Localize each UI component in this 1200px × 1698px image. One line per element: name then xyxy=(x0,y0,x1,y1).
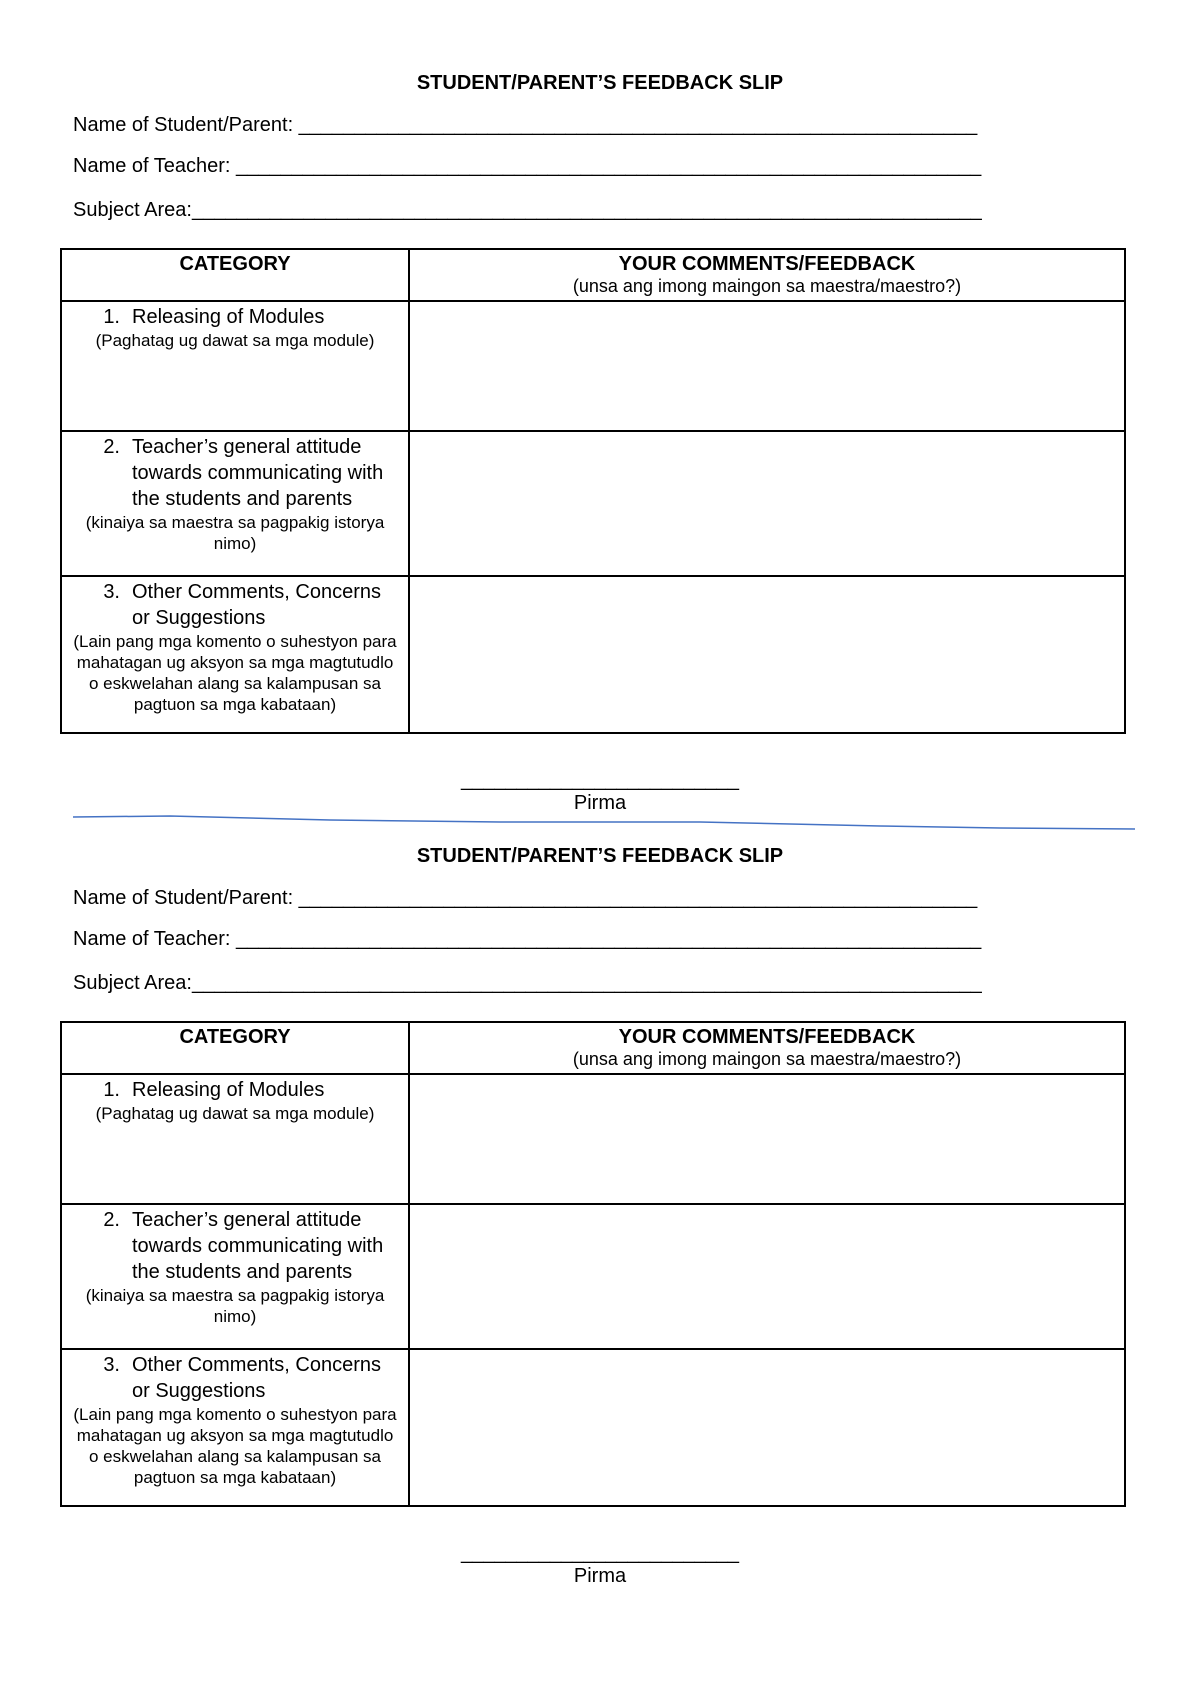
category-translation: (kinaiya sa maestra sa pagpakig istorya nimo) xyxy=(85,513,385,553)
category-translation: (Paghatag ug dawat sa mga module) xyxy=(95,1104,375,1123)
comment-cell[interactable] xyxy=(409,1204,1125,1349)
student-parent-name-field[interactable]: Name of Student/Parent: _____________________________________________________________ xyxy=(73,887,978,909)
category-translation: (Lain pang mga komento o suhestyon para mahatagan ug aksyon sa mga magtutudlo o eskwelahan alang sa kalampusan sa pagtuon sa mga kabataan) xyxy=(73,632,397,714)
category-header: CATEGORY xyxy=(61,1022,409,1074)
category-cell xyxy=(61,1074,409,1204)
comment-cell[interactable] xyxy=(409,1349,1125,1506)
table-row xyxy=(61,1349,1125,1506)
feedback-table xyxy=(60,1021,1126,1507)
category-number: 1. xyxy=(103,306,120,328)
category-label: Releasing of Modules xyxy=(132,1079,325,1101)
category-number: 1. xyxy=(103,1079,120,1101)
slip-title: STUDENT/PARENT’S FEEDBACK SLIP xyxy=(416,72,784,94)
signature-label: Pirma xyxy=(573,1565,627,1587)
category-translation: (Lain pang mga komento o suhestyon para mahatagan ug aksyon sa mga magtutudlo o eskwelahan alang sa kalampusan sa pagtuon sa mga kabataan) xyxy=(73,1405,397,1487)
category-number: 3. xyxy=(103,581,120,603)
category-cell xyxy=(61,1349,409,1506)
comments-header xyxy=(409,1022,1125,1074)
teacher-name-field[interactable]: Name of Teacher: ___________________________________________________________________ xyxy=(73,155,982,177)
table-row xyxy=(61,1074,1125,1204)
subject-area-field[interactable]: Subject Area:_______________________________________________________________________ xyxy=(73,972,982,994)
category-cell xyxy=(61,1204,409,1349)
comment-cell[interactable] xyxy=(409,1074,1125,1204)
student-parent-name-field[interactable]: Name of Student/Parent: _____________________________________________________________ xyxy=(73,114,978,136)
category-label: Other Comments, Concerns or Suggestions xyxy=(132,1354,381,1402)
category-label: Teacher’s general attitude towards communicating with the students and parents xyxy=(132,436,384,510)
comments-header-subtitle: (unsa ang imong maingon sa maestra/maestro?) xyxy=(572,1049,962,1069)
feedback-slip-bottom xyxy=(0,841,1200,1587)
category-number: 2. xyxy=(103,436,120,458)
category-translation: (kinaiya sa maestra sa pagpakig istorya nimo) xyxy=(85,1286,385,1326)
cut-line-stroke xyxy=(73,816,1135,829)
comments-header-subtitle: (unsa ang imong maingon sa maestra/maestro?) xyxy=(572,276,962,296)
comments-header-title: YOUR COMMENTS/FEEDBACK xyxy=(618,253,916,275)
category-label: Other Comments, Concerns or Suggestions xyxy=(132,581,381,629)
table-row xyxy=(61,1204,1125,1349)
category-number: 3. xyxy=(103,1354,120,1376)
signature-line[interactable]: _________________________ xyxy=(460,1542,740,1564)
category-label: Teacher’s general attitude towards communicating with the students and parents xyxy=(132,1209,384,1283)
teacher-name-field[interactable]: Name of Teacher: ___________________________________________________________________ xyxy=(73,928,982,950)
subject-area-field[interactable]: Subject Area:_______________________________________________________________________ xyxy=(73,199,982,221)
category-header: CATEGORY xyxy=(61,249,409,301)
signature-block xyxy=(0,1542,1200,1588)
comments-header-title: YOUR COMMENTS/FEEDBACK xyxy=(618,1026,916,1048)
slip-title: STUDENT/PARENT’S FEEDBACK SLIP xyxy=(416,845,784,867)
signature-label: Pirma xyxy=(573,792,627,814)
category-label: Releasing of Modules xyxy=(132,306,325,328)
signature-line[interactable]: _________________________ xyxy=(460,769,740,791)
category-number: 2. xyxy=(103,1209,120,1231)
category-translation: (Paghatag ug dawat sa mga module) xyxy=(95,331,375,350)
